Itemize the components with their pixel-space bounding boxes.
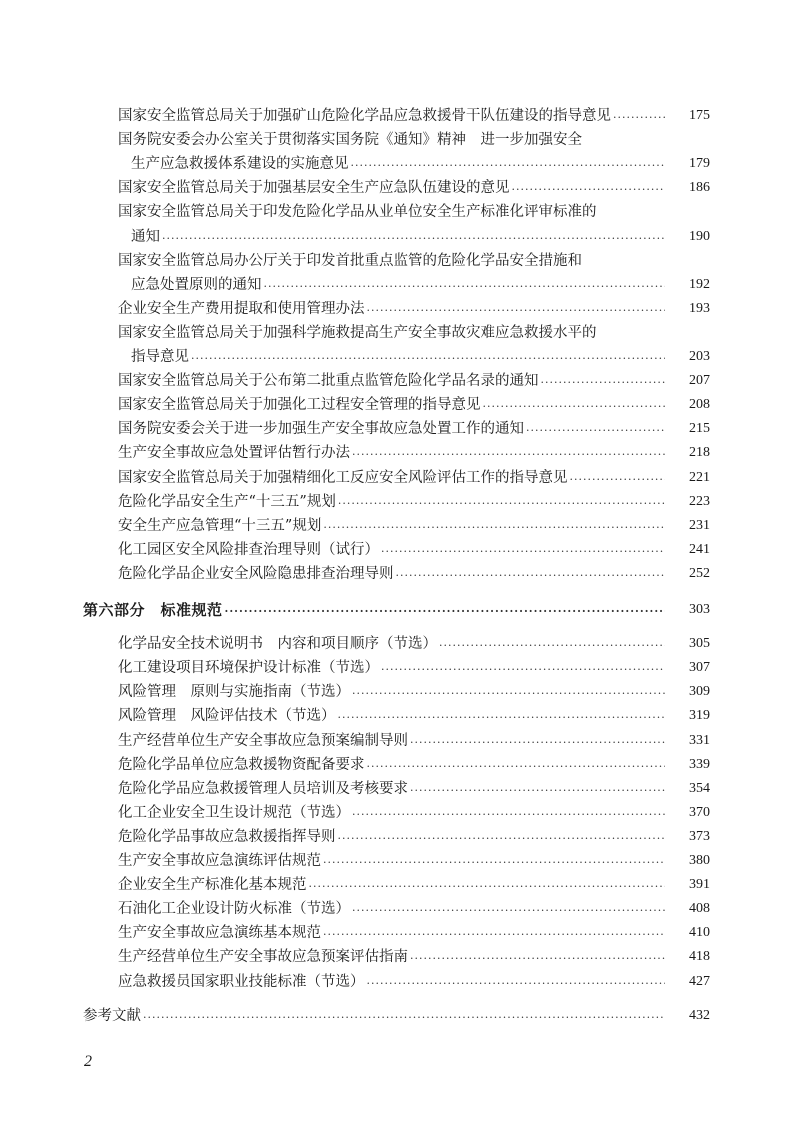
toc-entry-title: 国家安全监管总局办公厅关于印发首批重点监管的危险化学品安全措施和 [118, 252, 582, 269]
toc-page-number: 221 [689, 469, 710, 485]
toc-dot-leader [394, 567, 666, 585]
toc-page-number: 354 [689, 780, 710, 796]
toc-dot-leader [336, 830, 666, 848]
toc-entry [0, 946, 800, 968]
toc-entry [0, 922, 800, 944]
toc-page-number: 427 [689, 973, 710, 989]
toc-entry-title: 第六部分 标准规范 [83, 601, 223, 619]
toc-page-number: 192 [689, 276, 710, 292]
toc-entry-title: 国家安全监管总局关于加强精细化工反应安全风险评估工作的指导意见 [118, 469, 568, 486]
toc-entry [0, 730, 800, 752]
toc-entry [0, 370, 800, 392]
toc-dot-leader [524, 422, 665, 440]
toc-page-number: 207 [689, 373, 710, 389]
toc-page-number: 339 [689, 756, 710, 772]
toc-page-number: 432 [689, 1007, 710, 1023]
toc-page-number: 373 [689, 828, 710, 844]
toc-dot-leader [160, 230, 665, 248]
toc-page-number: 391 [689, 877, 710, 893]
toc-entry [0, 226, 800, 248]
toc-entry [0, 1005, 800, 1027]
toc-dot-leader [262, 278, 666, 296]
toc-entry-title: 国家安全监管总局关于公布第二批重点监管危险化学品名录的通知 [118, 373, 539, 390]
toc-entry-title: 企业安全生产标准化基本规范 [118, 877, 307, 894]
toc-entry [0, 850, 800, 872]
toc-entry-title: 生产应急救援体系建设的实施意见 [131, 156, 349, 173]
toc-page-number: 190 [689, 228, 710, 244]
toc-dot-leader [141, 1009, 665, 1027]
toc-page-number: 319 [689, 708, 710, 724]
toc-entry-title: 生产经营单位生产安全事故应急预案评估指南 [118, 949, 408, 966]
toc-entry [0, 442, 800, 464]
toc-page-number: 331 [689, 732, 710, 748]
toc-entry [0, 201, 800, 223]
toc-dot-leader [365, 302, 666, 320]
toc-dot-leader [349, 157, 666, 175]
toc-dot-leader [321, 519, 665, 537]
toc-dot-leader [379, 543, 665, 561]
toc-entry-title: 指导意见 [131, 349, 189, 365]
toc-entry [0, 467, 800, 489]
toc-page-number: 203 [689, 349, 710, 364]
toc-entry-title: 通知 [131, 228, 160, 245]
toc-entry [0, 418, 800, 440]
toc-page-number: 370 [689, 804, 710, 820]
toc-entry [0, 778, 800, 800]
toc-dot-leader [307, 878, 666, 896]
toc-entry-title: 化工企业安全卫生设计规范（节选） [118, 804, 350, 821]
toc-entry [0, 874, 800, 896]
toc-entry-title: 危险化学品应急救援管理人员培训及考核要求 [118, 780, 408, 797]
toc-entry [0, 657, 800, 679]
toc-entry-title: 风险管理 风险评估技术（节选） [118, 708, 336, 725]
toc-entry-title: 危险化学品事故应急救援指挥导则 [118, 828, 336, 845]
toc-entry [0, 826, 800, 848]
toc-dot-leader [350, 685, 665, 703]
toc-entry-title: 化学品安全技术说明书 内容和项目顺序（节选） [118, 636, 437, 653]
toc-dot-leader [321, 854, 665, 872]
toc-dot-leader [350, 806, 665, 824]
toc-page-number: 193 [689, 300, 710, 316]
toc-entry-title: 生产经营单位生产安全事故应急预案编制导则 [118, 732, 408, 749]
toc-entry [0, 633, 800, 655]
toc-page-number: 241 [689, 541, 710, 557]
toc-entry-title: 生产安全事故应急演练基本规范 [118, 925, 321, 942]
toc-entry [0, 274, 800, 296]
toc-entry-title: 国务院安委会关于进一步加强生产安全事故应急处置工作的通知 [118, 421, 524, 438]
toc-entry-title: 化工园区安全风险排查治理导则（试行） [118, 541, 379, 558]
toc-dot-leader [437, 637, 665, 655]
toc-entry [0, 599, 800, 621]
toc-dot-leader [223, 603, 665, 621]
toc-entry-title: 企业安全生产费用提取和使用管理办法 [118, 300, 365, 317]
toc-entry-title: 危险化学品单位应急救援物资配备要求 [118, 756, 365, 773]
toc-entry-title: 应急处置原则的通知 [131, 276, 262, 293]
toc-entry [0, 105, 800, 127]
toc-entry-title: 国务院安委会办公室关于贯彻落实国务院《通知》精神 进一步加强安全 [118, 132, 582, 149]
toc-page-number: 231 [689, 517, 710, 533]
toc-entry [0, 322, 800, 344]
toc-entry [0, 129, 800, 151]
toc-dot-leader [568, 471, 666, 489]
toc-entry-title: 国家安全监管总局关于印发危险化学品从业单位安全生产标准化评审标准的 [118, 204, 597, 221]
toc-entry [0, 346, 800, 368]
toc-entry-title: 国家安全监管总局关于加强科学施救提高生产安全事故灾难应急救援水平的 [118, 324, 597, 341]
toc-dot-leader [365, 758, 666, 776]
toc-entry-title: 应急救援员国家职业技能标准（节选） [118, 973, 365, 990]
toc-entry-title: 国家安全监管总局关于加强矿山危险化学品应急救援骨干队伍建设的指导意见 [118, 108, 611, 124]
toc-page-number: 218 [689, 445, 710, 461]
toc-entry-title: 石油化工企业设计防火标准（节选） [118, 901, 350, 918]
toc-dot-leader [408, 734, 665, 752]
toc-entry [0, 681, 800, 703]
toc-dot-leader [379, 661, 665, 679]
toc-entry-title: 安全生产应急管理“十三五”规划 [118, 517, 322, 534]
toc-entry [0, 705, 800, 727]
toc-page-number: 309 [689, 684, 710, 700]
toc-page-number: 380 [689, 853, 710, 868]
toc-page-number: 305 [689, 636, 710, 652]
toc-dot-leader [510, 181, 666, 199]
toc-dot-leader [336, 495, 665, 513]
toc-dot-leader [539, 374, 666, 392]
toc-dot-leader [408, 950, 665, 968]
toc-entry [0, 802, 800, 824]
toc-entry-title: 危险化学品企业安全风险隐患排查治理导则 [118, 565, 394, 582]
toc-dot-leader [350, 446, 665, 464]
toc-entry-title: 生产安全事故应急处置评估暂行办法 [118, 445, 350, 462]
toc-dot-leader [350, 902, 665, 920]
toc-page-number: 186 [689, 180, 710, 196]
toc-page-number: 179 [689, 156, 710, 172]
toc-entry [0, 563, 800, 585]
toc-entry-title: 生产安全事故应急演练评估规范 [118, 853, 321, 869]
page-number: 2 [84, 1053, 92, 1070]
toc-entry-title: 风险管理 原则与实施指南（节选） [118, 684, 350, 701]
toc-entry-title: 国家安全监管总局关于加强化工过程安全管理的指导意见 [118, 397, 481, 414]
toc-dot-leader [611, 109, 665, 127]
toc-dot-leader [321, 926, 665, 944]
toc-entry [0, 298, 800, 320]
toc-dot-leader [481, 398, 666, 416]
toc-entry [0, 754, 800, 776]
toc-entry-title: 国家安全监管总局关于加强基层安全生产应急队伍建设的意见 [118, 180, 510, 197]
toc-page-number: 252 [689, 565, 710, 581]
toc-entry [0, 539, 800, 561]
toc-entry-title: 化工建设项目环境保护设计标准（节选） [118, 660, 379, 677]
toc-dot-leader [408, 782, 665, 800]
toc-page-number: 408 [689, 901, 710, 917]
toc-entry [0, 250, 800, 272]
toc-entry [0, 153, 800, 175]
toc-page-number: 223 [689, 493, 710, 509]
toc-dot-leader [365, 975, 666, 993]
toc-entry [0, 491, 800, 513]
toc-page-number: 208 [689, 397, 710, 413]
toc-page-number: 410 [689, 925, 710, 941]
toc-page-number: 307 [689, 660, 710, 676]
toc-entry [0, 177, 800, 199]
toc-entry [0, 515, 800, 537]
toc-entry [0, 898, 800, 920]
toc-page-number: 215 [689, 421, 710, 437]
toc-dot-leader [189, 350, 665, 368]
toc-dot-leader [336, 709, 666, 727]
toc-page-number: 303 [689, 602, 710, 617]
toc-entry [0, 971, 800, 993]
toc-page-number: 418 [689, 949, 710, 965]
toc-page-number: 175 [689, 108, 710, 123]
toc-entry-title: 危险化学品安全生产“十三五”规划 [118, 493, 336, 510]
toc-entry-title: 参考文献 [83, 1007, 141, 1024]
toc-entry [0, 394, 800, 416]
